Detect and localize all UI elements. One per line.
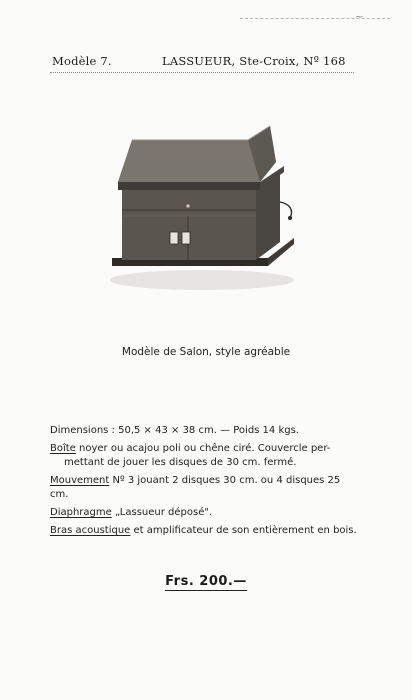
spec-diaphragm: [50, 506, 360, 520]
spec-dimensions: [50, 424, 360, 438]
spec-text: et amplificateur de son entièrement en bois.: [130, 525, 357, 536]
model-number: Modèle 7.: [52, 54, 112, 68]
specifications-list: [50, 424, 360, 542]
header-rule: [50, 72, 354, 74]
spec-box: [50, 442, 360, 470]
spec-label: Bras acoustique: [50, 525, 131, 536]
page-header: [52, 54, 352, 72]
spec-label: Diaphragme: [50, 507, 112, 518]
spec-text: Nº 3 jouant 2 disques 30 cm. ou 4 disques 25 cm.: [50, 475, 341, 500]
corner-mark: ~: [355, 12, 364, 23]
illustration-caption: Modèle de Salon, style agréable: [121, 346, 291, 358]
spec-label: Mouvement: [50, 475, 110, 486]
top-divider: [240, 18, 390, 20]
spec-movement: [50, 474, 360, 502]
spec-text: 50,5 × 43 × 38 cm. — Poids 14 kgs.: [114, 425, 299, 436]
gramophone-cabinet-icon: [98, 110, 304, 300]
price: [0, 574, 412, 589]
spec-label: Boîte: [50, 443, 76, 454]
spec-text: „Lassueur déposé".: [111, 507, 213, 518]
spec-acoustic-arm: [50, 524, 360, 538]
spec-text: noyer ou acajou poli ou chêne ciré. Couvercle per-: [75, 443, 331, 454]
maker-reference: LASSUEUR, Ste-Croix, Nº 168: [162, 54, 346, 68]
spec-label: Dimensions :: [50, 425, 115, 436]
spec-text-continued: mettant de jouer les disques de 30 cm. fermé.: [64, 457, 297, 468]
price-value: Frs. 200.—: [165, 574, 247, 589]
